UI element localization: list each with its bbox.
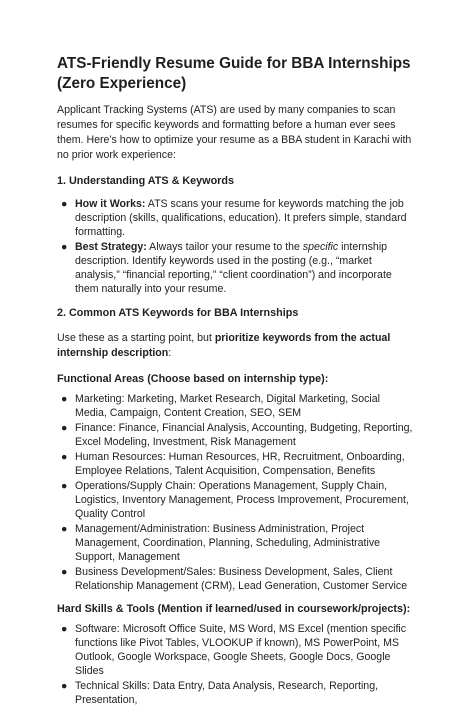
intro-end: : bbox=[168, 347, 172, 359]
item-label: How it Works: bbox=[75, 198, 146, 210]
section-2-intro bbox=[57, 331, 414, 361]
item-text: Business Development/Sales: Business Development, Sales, Client Relationship Management (CRM), Lead Generation, Customer Service bbox=[75, 566, 408, 592]
item-text: Software: Microsoft Office Suite, MS Word, MS Excel (mention specific functions like Pivot Tables, VLOOKUP if known), MS PowerPoint, MS Outlook, Google Workspace, Google Sheets, Google Docs, Google Slides bbox=[75, 623, 407, 677]
section-1-heading: 1. Understanding ATS & Keywords bbox=[57, 175, 234, 187]
bullet-icon: ● bbox=[61, 241, 68, 253]
bullet-icon: ● bbox=[61, 680, 68, 692]
list-item bbox=[57, 622, 414, 678]
item-text: Always tailor your resume to the bbox=[146, 241, 303, 253]
item-label: Best Strategy: bbox=[75, 241, 147, 253]
list-item bbox=[57, 565, 414, 593]
bullet-icon: ● bbox=[61, 566, 68, 578]
list-item bbox=[57, 392, 414, 420]
list-item bbox=[57, 679, 414, 707]
item-text: Management/Administration: Business Administration, Project Management, Coordination, Planning, Scheduling, Administrative Support, Management bbox=[75, 523, 381, 563]
item-text: ATS scans your resume for keywords matching the job description (skills, qualifications, education). It prefers simple, standard formatting. bbox=[75, 198, 407, 238]
item-text: Technical Skills: Data Entry, Data Analysis, Research, Reporting, Presentation, bbox=[75, 680, 379, 706]
bullet-icon: ● bbox=[61, 393, 68, 405]
list-item bbox=[57, 522, 414, 564]
bullet-icon: ● bbox=[61, 198, 68, 210]
hard-skills-heading: Hard Skills & Tools (Mention if learned/used in coursework/projects): bbox=[57, 603, 411, 615]
functional-areas-heading: Functional Areas (Choose based on internship type): bbox=[57, 373, 329, 385]
section-1-list bbox=[57, 197, 414, 296]
list-item bbox=[57, 479, 414, 521]
section-2-heading: 2. Common ATS Keywords for BBA Internships bbox=[57, 307, 299, 319]
item-text: Marketing: Marketing, Market Research, Digital Marketing, Social Media, Campaign, Content Creation, SEO, SEM bbox=[75, 393, 380, 419]
list-item bbox=[57, 421, 414, 449]
intro-text: Use these as a starting point, but bbox=[57, 332, 215, 344]
list-item bbox=[57, 197, 414, 239]
item-text: Operations/Supply Chain: Operations Management, Supply Chain, Logistics, Inventory Management, Process Improvement, Procurement, Quality Control bbox=[75, 480, 409, 520]
hard-skills-list bbox=[57, 622, 414, 707]
bullet-icon: ● bbox=[61, 623, 68, 635]
item-text: Human Resources: Human Resources, HR, Recruitment, Onboarding, Employee Relations, Talent Acquisition, Compensation, Benefits bbox=[75, 451, 405, 477]
bullet-icon: ● bbox=[61, 451, 68, 463]
bullet-icon: ● bbox=[61, 480, 68, 492]
document-title: ATS-Friendly Resume Guide for BBA Internships (Zero Experience) bbox=[57, 55, 411, 92]
bullet-icon: ● bbox=[61, 523, 68, 535]
list-item bbox=[57, 240, 414, 296]
list-item bbox=[57, 450, 414, 478]
bullet-icon: ● bbox=[61, 422, 68, 434]
item-text: internship description. Identify keywords used in the posting (e.g., “market analysis,” “financial reporting,” “client coordination”) and incorporate them naturally into your resume. bbox=[75, 241, 392, 295]
item-text: Finance: Finance, Financial Analysis, Accounting, Budgeting, Reporting, Excel Modeling, Investment, Risk Management bbox=[75, 422, 413, 448]
functional-areas-list bbox=[57, 392, 414, 593]
intro-paragraph: Applicant Tracking Systems (ATS) are used by many companies to scan resumes for specific keywords and formatting before a human ever sees them. Here’s how to optimize your resume as a BBA student in Karachi with no prior work experience: bbox=[57, 104, 412, 161]
intro-emphasis: prioritize keywords from the actual internship description bbox=[57, 332, 391, 359]
item-emphasis: specific bbox=[302, 241, 339, 253]
